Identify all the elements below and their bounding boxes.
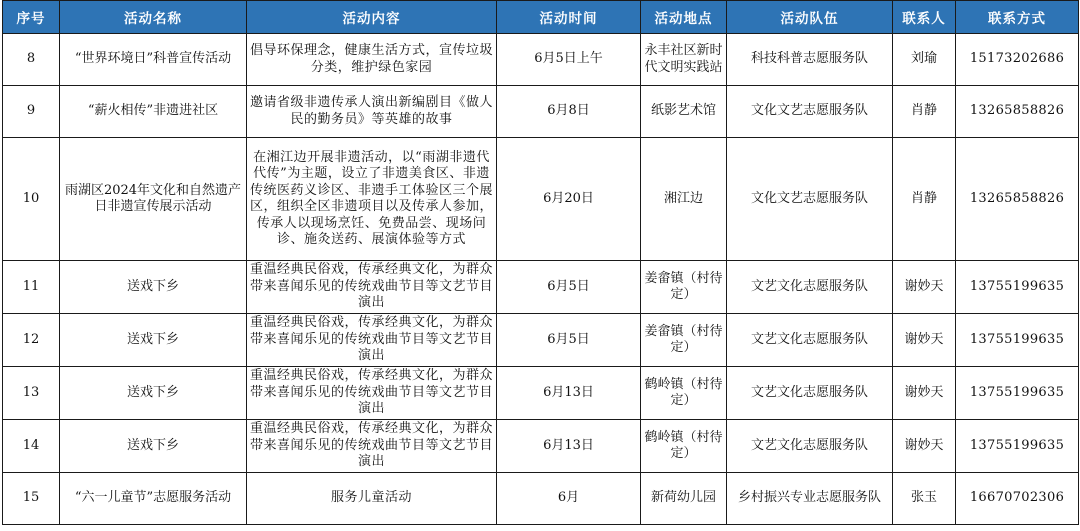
cell-activity-content: 重温经典民俗戏，传承经典文化，为群众带来喜闻乐见的传统戏曲节目等文艺节目演出	[247, 261, 497, 314]
cell-contact-person: 谢妙天	[893, 314, 956, 367]
cell-activity-content: 重温经典民俗戏，传承经典文化，为群众带来喜闻乐见的传统戏曲节目等文艺节目演出	[247, 420, 497, 473]
cell-activity-name: 送戏下乡	[60, 261, 247, 314]
cell-contact-phone: 13265858826	[956, 86, 1079, 138]
cell-activity-team: 乡村振兴专业志愿服务队	[727, 473, 893, 525]
cell-activity-place: 永丰社区新时代文明实践站	[641, 34, 727, 86]
header-activity-team: 活动队伍	[727, 1, 893, 34]
cell-no: 11	[3, 261, 60, 314]
header-activity-content: 活动内容	[247, 1, 497, 34]
cell-activity-place: 鹤岭镇（村待定）	[641, 420, 727, 473]
cell-no: 9	[3, 86, 60, 138]
cell-activity-place: 湘江边	[641, 138, 727, 261]
cell-no: 14	[3, 420, 60, 473]
cell-activity-name: 送戏下乡	[60, 420, 247, 473]
table-row	[3, 314, 1079, 367]
header-contact-person: 联系人	[893, 1, 956, 34]
cell-contact-phone: 13755199635	[956, 420, 1079, 473]
cell-activity-time: 6月13日	[497, 367, 641, 420]
cell-activity-content: 邀请省级非遗传承人演出新编剧目《做人民的勤务员》等英雄的故事	[247, 86, 497, 138]
cell-contact-person: 肖静	[893, 138, 956, 261]
activity-schedule-table	[2, 0, 1079, 525]
cell-activity-place: 新荷幼儿园	[641, 473, 727, 525]
table-row	[3, 34, 1079, 86]
cell-activity-name: “薪火相传”非遗进社区	[60, 86, 247, 138]
cell-activity-name: 送戏下乡	[60, 314, 247, 367]
cell-contact-phone: 16670702306	[956, 473, 1079, 525]
cell-activity-time: 6月5日上午	[497, 34, 641, 86]
cell-activity-place: 姜畲镇（村待定）	[641, 261, 727, 314]
cell-contact-person: 谢妙天	[893, 261, 956, 314]
cell-contact-person: 肖静	[893, 86, 956, 138]
table-row	[3, 473, 1079, 525]
cell-activity-name: 雨湖区2024年文化和自然遗产日非遗宣传展示活动	[60, 138, 247, 261]
cell-activity-place: 鹤岭镇（村待定）	[641, 367, 727, 420]
cell-contact-phone: 13755199635	[956, 261, 1079, 314]
cell-activity-content: 服务儿童活动	[247, 473, 497, 525]
cell-contact-phone: 13755199635	[956, 314, 1079, 367]
cell-contact-person: 谢妙天	[893, 420, 956, 473]
cell-activity-name: “六一儿童节”志愿服务活动	[60, 473, 247, 525]
cell-activity-team: 文化文艺志愿服务队	[727, 86, 893, 138]
cell-no: 8	[3, 34, 60, 86]
cell-contact-phone: 13265858826	[956, 138, 1079, 261]
cell-activity-place: 纸影艺术馆	[641, 86, 727, 138]
cell-activity-team: 文艺文化志愿服务队	[727, 261, 893, 314]
cell-activity-content: 重温经典民俗戏，传承经典文化，为群众带来喜闻乐见的传统戏曲节目等文艺节目演出	[247, 367, 497, 420]
header-row	[3, 1, 1079, 34]
table-row	[3, 138, 1079, 261]
cell-activity-time: 6月	[497, 473, 641, 525]
cell-activity-time: 6月20日	[497, 138, 641, 261]
cell-activity-team: 文化文艺志愿服务队	[727, 138, 893, 261]
cell-activity-team: 科技科普志愿服务队	[727, 34, 893, 86]
cell-activity-team: 文艺文化志愿服务队	[727, 367, 893, 420]
table-row	[3, 86, 1079, 138]
cell-no: 15	[3, 473, 60, 525]
cell-activity-name: “世界环境日”科普宣传活动	[60, 34, 247, 86]
cell-activity-content: 在湘江边开展非遗活动，以“雨湖非遗代代传”为主题，设立了非遗美食区、非遗传统医药义诊区、非遗手工体验区三个展区，组织全区非遗项目以及传承人参加，传承人以现场烹饪、免费品尝、现场问诊、施灸送药、展演体验等方式	[247, 138, 497, 261]
cell-activity-time: 6月5日	[497, 314, 641, 367]
cell-activity-content: 倡导环保理念，健康生活方式，宣传垃圾分类，维护绿色家园	[247, 34, 497, 86]
cell-no: 13	[3, 367, 60, 420]
header-no: 序号	[3, 1, 60, 34]
header-contact-phone: 联系方式	[956, 1, 1079, 34]
cell-contact-phone: 13755199635	[956, 367, 1079, 420]
cell-activity-time: 6月13日	[497, 420, 641, 473]
cell-no: 12	[3, 314, 60, 367]
cell-activity-time: 6月5日	[497, 261, 641, 314]
cell-activity-place: 姜畲镇（村待定）	[641, 314, 727, 367]
cell-activity-name: 送戏下乡	[60, 367, 247, 420]
cell-no: 10	[3, 138, 60, 261]
header-activity-name: 活动名称	[60, 1, 247, 34]
cell-activity-team: 文艺文化志愿服务队	[727, 314, 893, 367]
cell-activity-content: 重温经典民俗戏，传承经典文化，为群众带来喜闻乐见的传统戏曲节目等文艺节目演出	[247, 314, 497, 367]
table-row	[3, 420, 1079, 473]
cell-activity-time: 6月8日	[497, 86, 641, 138]
table-row	[3, 367, 1079, 420]
header-activity-time: 活动时间	[497, 1, 641, 34]
cell-contact-phone: 15173202686	[956, 34, 1079, 86]
cell-contact-person: 谢妙天	[893, 367, 956, 420]
cell-contact-person: 张玉	[893, 473, 956, 525]
cell-contact-person: 刘瑜	[893, 34, 956, 86]
header-activity-place: 活动地点	[641, 1, 727, 34]
table-row	[3, 261, 1079, 314]
cell-activity-team: 文艺文化志愿服务队	[727, 420, 893, 473]
